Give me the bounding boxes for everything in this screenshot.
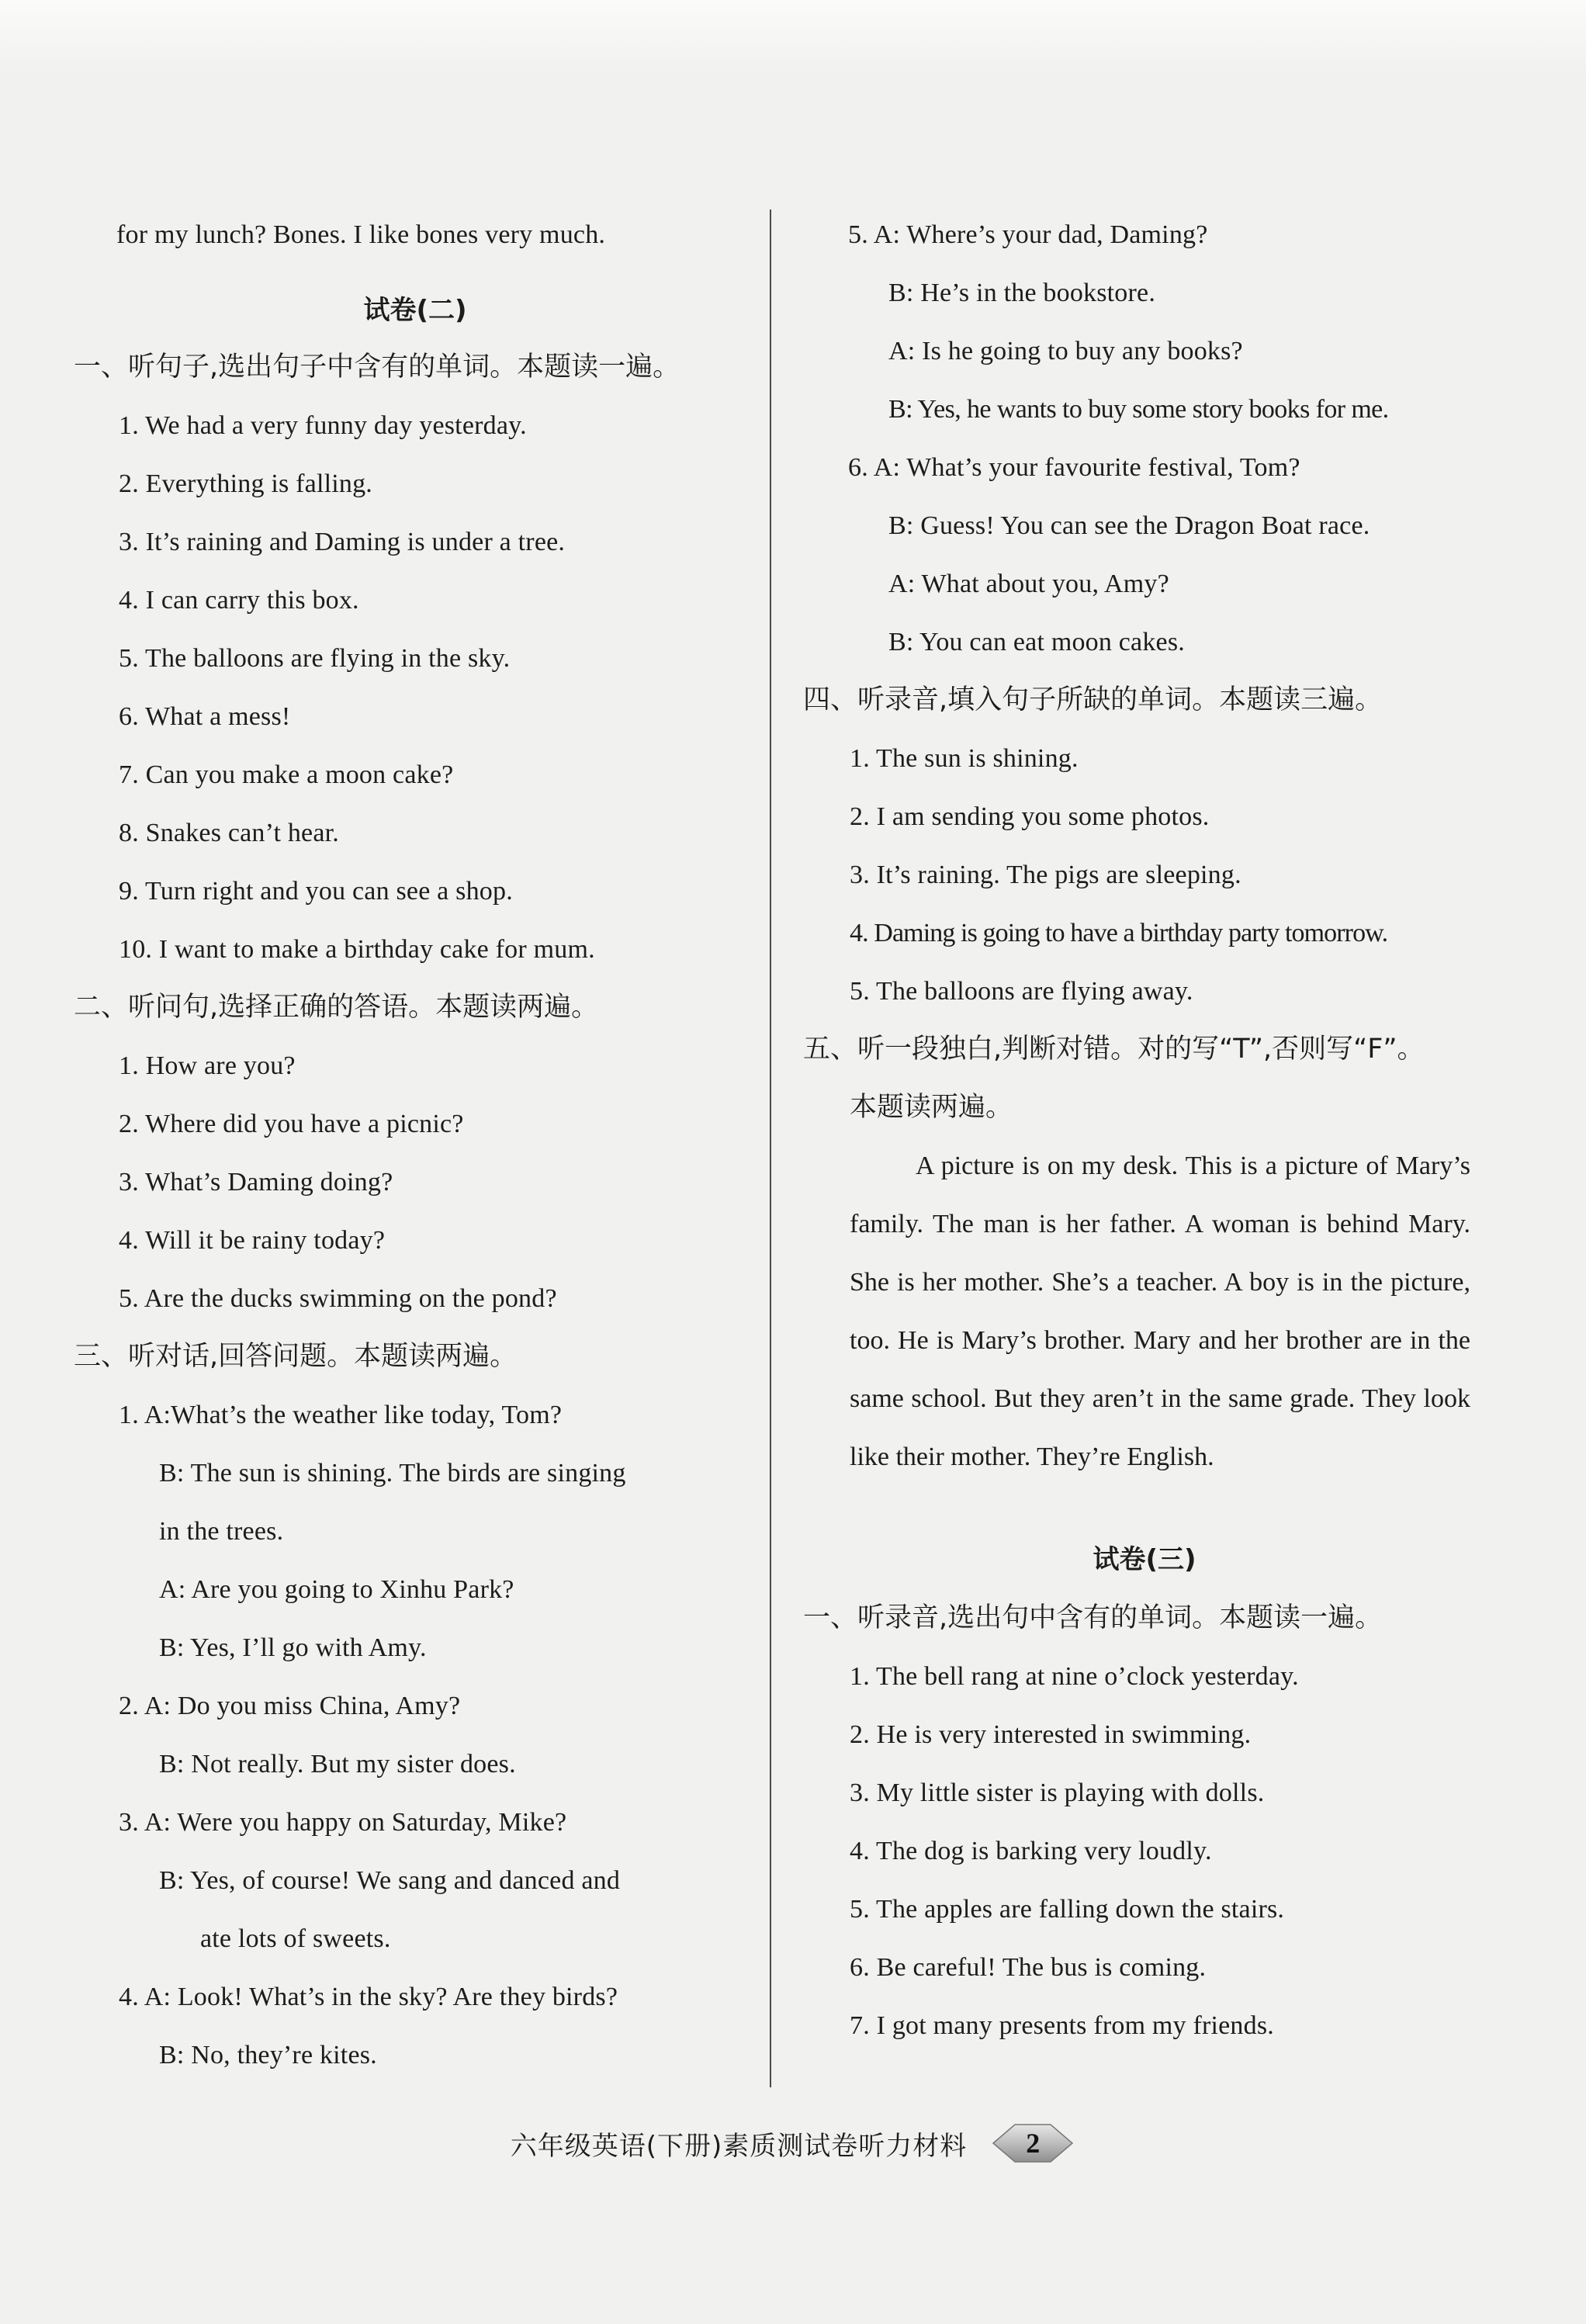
dialogue-line: B: The sun is shining. The birds are singing (159, 1459, 626, 1488)
dialogue-line: B: Yes, he wants to buy some story books for me. (888, 395, 1389, 424)
continued-line: for my lunch? Bones. I like bones very much. (116, 220, 606, 249)
list-item: 5. The balloons are flying away. (850, 977, 1193, 1006)
dialogue-line: 2. A: Do you miss China, Amy? (119, 1692, 461, 1720)
left-column (74, 206, 757, 2084)
list-item: 4. The dog is barking very loudly. (850, 1837, 1212, 1865)
dialogue-line: A: What about you, Amy? (888, 570, 1169, 598)
dialogue-line: A: Are you going to Xinhu Park? (159, 1575, 514, 1604)
list-item: 8. Snakes can’t hear. (119, 819, 339, 847)
list-item: 2. Where did you have a picnic? (119, 1110, 464, 1138)
dialogue-line: ate lots of sweets. (200, 1924, 391, 1953)
list-item: 4. I can carry this box. (119, 586, 359, 615)
dialogue-line: A: Is he going to buy any books? (888, 337, 1243, 365)
footer-title: 六年级英语(下册)素质测试卷听力材料 (510, 2130, 968, 2162)
list-item: 3. What’s Daming doing? (119, 1168, 393, 1197)
list-item: 1. The sun is shining. (850, 744, 1079, 773)
list-item: 9. Turn right and you can see a shop. (119, 877, 513, 906)
list-item: 1. The bell rang at nine o’clock yesterday. (850, 1662, 1299, 1691)
list-item: 3. It’s raining. The pigs are sleeping. (850, 861, 1241, 889)
dialogue-line: 3. A: Were you happy on Saturday, Mike? (119, 1808, 567, 1837)
dialogue-line: B: Yes, of course! We sang and danced and (159, 1866, 621, 1895)
list-item: 4. Daming is going to have a birthday party tomorrow. (850, 919, 1388, 947)
list-item: 2. I am sending you some photos. (850, 802, 1210, 831)
dialogue-line: 6. A: What’s your favourite festival, Tom? (848, 453, 1300, 482)
dialogue-line: 1. A:What’s the weather like today, Tom? (119, 1401, 563, 1429)
part-4-heading: 四、听录音,填入句子所缺的单词。本题读三遍。 (803, 684, 1383, 715)
paper-3-title: 试卷(三) (1093, 1544, 1196, 1575)
dialogue-line: B: You can eat moon cakes. (888, 628, 1185, 656)
list-item: 6. What a mess! (119, 702, 291, 731)
list-item: 7. I got many presents from my friends. (850, 2011, 1274, 2040)
column-divider (770, 210, 771, 2087)
list-item: 7. Can you make a moon cake? (119, 760, 454, 789)
dialogue-line: 4. A: Look! What’s in the sky? Are they birds? (119, 1983, 618, 2011)
part-3-heading: 三、听对话,回答问题。本题读两遍。 (74, 1341, 518, 1372)
dialogue-line: B: He’s in the bookstore. (888, 279, 1156, 307)
list-item: 1. We had a very funny day yesterday. (119, 411, 527, 440)
part-1-heading: 一、听句子,选出句子中含有的单词。本题读一遍。 (74, 352, 680, 383)
list-item: 10. I want to make a birthday cake for mum. (119, 935, 595, 964)
dialogue-line: 5. A: Where’s your dad, Daming? (848, 220, 1208, 249)
paper-2-title: 试卷(二) (363, 295, 467, 326)
list-item: 5. Are the ducks swimming on the pond? (119, 1284, 557, 1313)
list-item: 3. My little sister is playing with dolls. (850, 1779, 1265, 1807)
list-item: 3. It’s raining and Daming is under a tree. (119, 528, 566, 556)
dialogue-line: B: Not really. But my sister does. (159, 1750, 516, 1779)
part-2-heading: 二、听问句,选择正确的答语。本题读两遍。 (74, 992, 599, 1023)
list-item: 1. How are you? (119, 1051, 296, 1080)
list-item: 5. The apples are falling down the stairs. (850, 1895, 1285, 1924)
part-5-heading-continued: 本题读两遍。 (850, 1092, 1013, 1123)
p3-part-1-heading: 一、听录音,选出句中含有的单词。本题读一遍。 (803, 1602, 1383, 1633)
list-item: 2. He is very interested in swimming. (850, 1720, 1252, 1749)
spacer (803, 1486, 1486, 1531)
dialogue-line: B: Yes, I’ll go with Amy. (159, 1633, 427, 1662)
page-number-badge (990, 2122, 1075, 2164)
dialogue-line: in the trees. (159, 1517, 284, 1546)
page-number: 2 (1026, 2128, 1041, 2159)
part-5-heading: 五、听一段独白,判断对错。对的写“T”,否则写“F”。 (803, 1034, 1425, 1065)
list-item: 5. The balloons are flying in the sky. (119, 644, 511, 673)
list-item: 6. Be careful! The bus is coming. (850, 1953, 1207, 1982)
list-item: 4. Will it be rainy today? (119, 1226, 386, 1255)
list-item: 2. Everything is falling. (119, 469, 373, 498)
page-footer (0, 2120, 1586, 2166)
dialogue-line: B: No, they’re kites. (159, 2041, 377, 2069)
dialogue-line: B: Guess! You can see the Dragon Boat race. (888, 511, 1370, 540)
right-column (803, 206, 1486, 2055)
monologue-passage: A picture is on my desk. This is a picture of Mary’s family. The man is her father. A woman is behind Mary. She is her mother. She’s a teacher. A boy is in the picture, too. He is Mary’s brother. Mary and her brother are in the same school. But they aren’t in the same grade. They look like their mother. They’re English. (850, 1152, 1470, 1471)
